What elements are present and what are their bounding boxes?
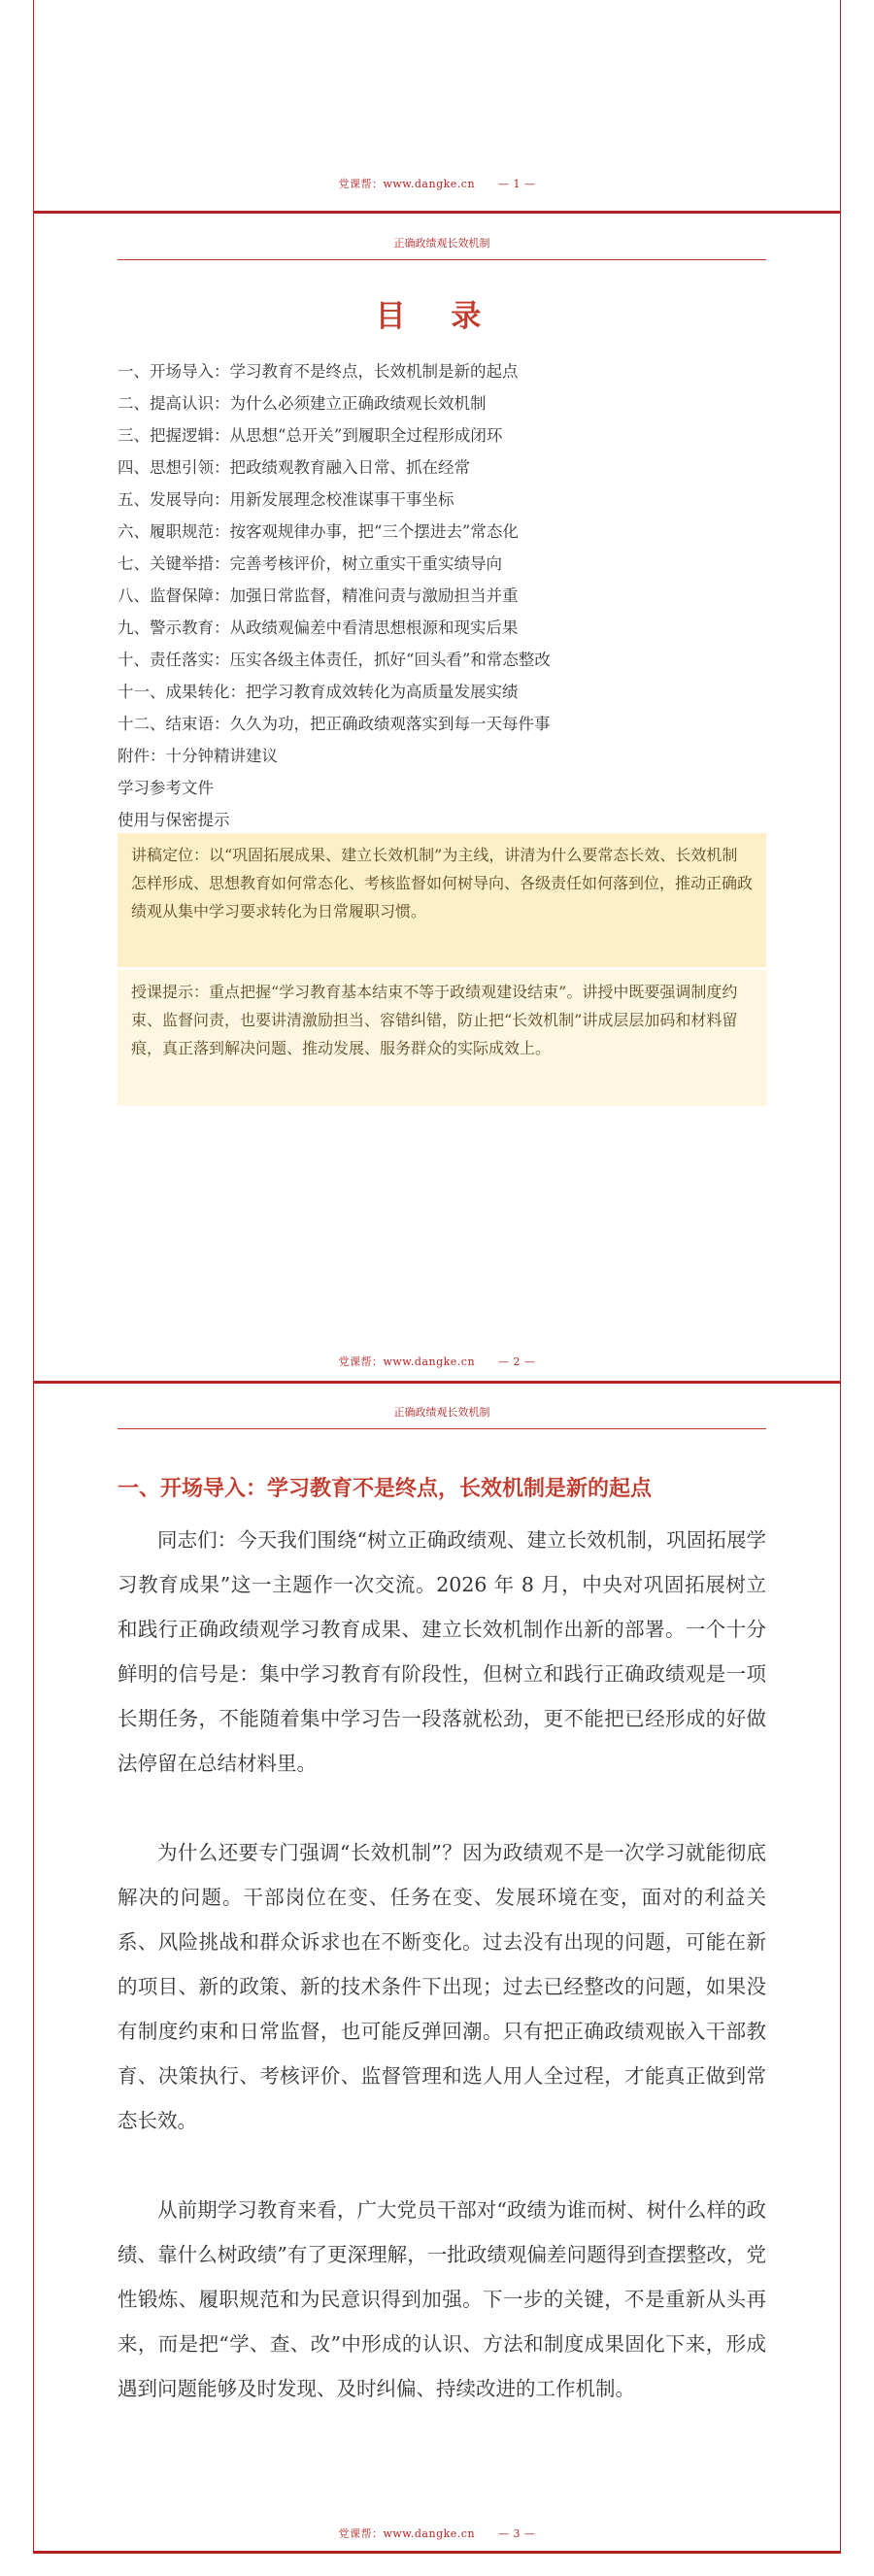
body-paragraph: 从前期学习教育来看，广大党员干部对“政绩为谁而树、树什么样的政绩、靠什么树政绩”有了更深理解，一批政绩观偏差问题得到查摆整改，党性锻炼、履职规范和为民意识得到加强。下一步的关键，不是重新从头再来，而是把“学、查、改”中形成的认识、方法和制度成果固化下来，形成遇到问题能够及时发现、及时纠偏、持续改进的工作机制。	[118, 2198, 766, 2400]
toc-item[interactable]: 三、把握逻辑：从思想“总开关”到履职全过程形成闭环	[118, 426, 503, 445]
teaching-tips-note: 授课提示：重点把握“学习教育基本结束不等于政绩观建设结束”。讲授中既要强调制度约束、监督问责，也要讲清激励担当、容错纠错，防止把“长效机制”讲成层层加码和材料留痕，真正落到解决问题、推动发展、服务群众的实际成效上。	[118, 970, 766, 1106]
section-heading: 一、开场导入：学习教育不是终点，长效机制是新的起点	[118, 1477, 653, 1501]
page2-footer	[0, 1354, 874, 1369]
page-separator	[33, 211, 841, 214]
toc-item[interactable]: 六、履职规范：按客观规律办事，把“三个摆进去”常态化	[118, 522, 519, 541]
toc-item-appendix[interactable]: 附件：十分钟精讲建议	[118, 747, 278, 765]
toc-item[interactable]: 九、警示教育：从政绩观偏差中看清思想根源和现实后果	[118, 619, 519, 637]
toc-title: 目 录	[375, 299, 499, 334]
footer-page-number: — 3 —	[498, 2527, 536, 2540]
toc-item[interactable]: 十二、结束语：久久为功，把正确政绩观落实到每一天每件事	[118, 715, 551, 733]
toc-item[interactable]: 五、发展导向：用新发展理念校准谋事干事坐标	[118, 490, 454, 509]
page1-footer	[0, 176, 874, 191]
footer-site: 党课帮：www.dangke.cn	[338, 2527, 476, 2540]
page3-running-header: 正确政绩观长效机制	[118, 1404, 766, 1429]
toc-item[interactable]: 一、开场导入：学习教育不是终点，长效机制是新的起点	[118, 362, 519, 381]
toc-item[interactable]: 十、责任落实：压实各级主体责任，抓好“回头看”和常态整改	[118, 651, 551, 669]
toc-item[interactable]: 十一、成果转化：把学习教育成效转化为高质量发展实绩	[118, 683, 519, 701]
toc-item-usage-notice[interactable]: 使用与保密提示	[118, 811, 230, 829]
toc-item[interactable]: 二、提高认识：为什么必须建立正确政绩观长效机制	[118, 394, 487, 413]
toc-item[interactable]: 八、监督保障：加强日常监督，精准问责与激励担当并重	[118, 586, 519, 605]
body-paragraph: 同志们：今天我们围绕“树立正确政绩观、建立长效机制，巩固拓展学习教育成果”这一主题作一次交流。2026 年 8 月，中央对巩固拓展树立和践行正确政绩观学习教育成果、建立长效机制作出新的部署。一个十分鲜明的信号是：集中学习教育有阶段性，但树立和践行正确政绩观是一项长期任务，不能随着集中学习告一段落就松劲，更不能把已经形成的好做法停留在总结材料里。	[118, 1528, 766, 1775]
toc-item-references[interactable]: 学习参考文件	[118, 779, 214, 797]
page3-left-border	[33, 1384, 34, 2551]
toc-item[interactable]: 七、关键举措：完善考核评价，树立重实干重实绩导向	[118, 554, 502, 573]
footer-page-number: — 2 —	[498, 1355, 536, 1368]
page2-right-border	[840, 214, 841, 1381]
body-paragraph: 为什么还要专门强调“长效机制”？因为政绩观不是一次学习就能彻底解决的问题。干部岗位在变、任务在变、发展环境在变，面对的利益关系、风险挑战和群众诉求也在不断变化。过去没有出现的问题，可能在新的项目、新的政策、新的技术条件下出现；过去已经整改的问题，如果没有制度约束和日常监督，也可能反弹回潮。只有把正确政绩观嵌入干部教育、决策执行、考核评价、监督管理和选人用人全过程，才能真正做到常态长效。	[118, 1841, 766, 2132]
footer-page-number: — 1 —	[498, 178, 536, 190]
page-separator	[33, 2551, 841, 2554]
lecture-positioning-note: 讲稿定位：以“巩固拓展成果、建立长效机制”为主线，讲清为什么要常态长效、长效机制怎样形成、思想教育如何常态化、考核监督如何树导向、各级责任如何落到位，推动正确政绩观从集中学习要求转化为日常履职习惯。	[118, 833, 766, 967]
page2-left-border	[33, 214, 34, 1381]
toc-list	[118, 355, 766, 836]
page3-footer	[0, 2526, 874, 2541]
footer-site: 党课帮：www.dangke.cn	[338, 1355, 476, 1368]
page3-right-border	[840, 1384, 841, 2551]
toc-item[interactable]: 四、思想引领：把政绩观教育融入日常、抓在经常	[118, 458, 470, 477]
page-separator	[33, 1381, 841, 1384]
page2-running-header: 正确政绩观长效机制	[118, 235, 766, 260]
footer-site: 党课帮：www.dangke.cn	[338, 178, 476, 190]
